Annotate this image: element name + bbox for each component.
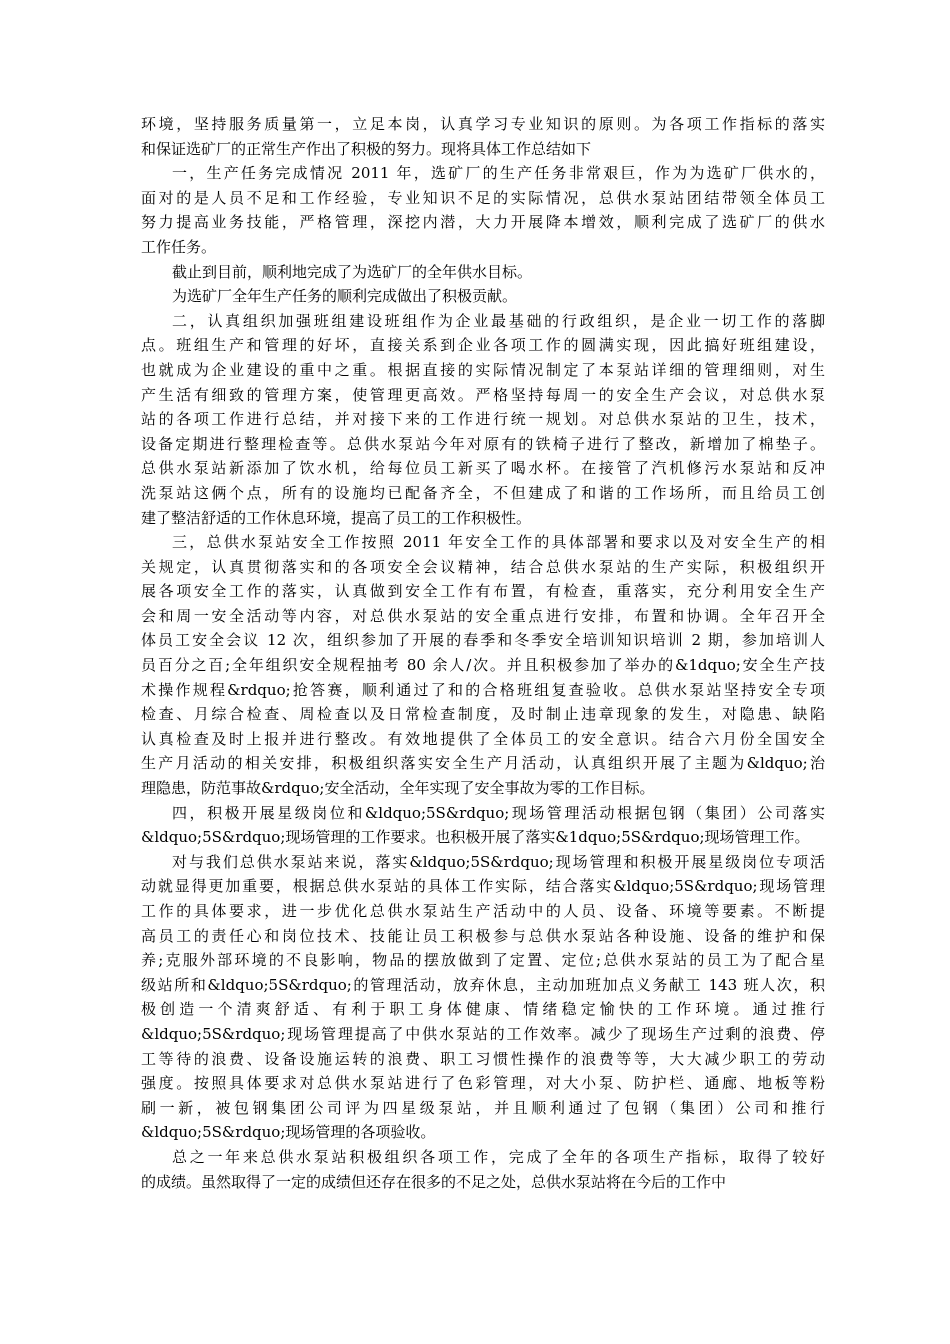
text-line: 极创造一个清爽舒适、有利于职工身体健康、情绪稳定愉快的工作环境。通过推行	[141, 1000, 825, 1019]
text-line: 会和周一安全活动等内容，对总供水泵站的安全重点进行安排，布置和协调。全年召开全	[141, 606, 825, 625]
text-line: 设备定期进行整理检查等。总供水泵站今年对原有的铁椅子进行了整改，新增加了棉垫子。	[141, 434, 825, 453]
text-line: 截止到目前，顺利地完成了为选矿厂的全年供水目标。	[172, 262, 533, 281]
text-line: &ldquo;5S&rdquo;现场管理的各项验收。	[141, 1123, 436, 1142]
text-line: 生产月活动的相关安排，积极组织落实安全生产月活动，认真组织开展了主题为&ldquo;治	[141, 754, 825, 773]
text-line: 和保证选矿厂的正常生产作出了积极的努力。现将具体工作总结如下	[141, 139, 592, 158]
text-line: 建了整洁舒适的工作休息环境，提高了员工的工作积极性。	[141, 508, 532, 527]
text-line: 工作的具体要求，进一步优化总供水泵站生产活动中的人员、设备、环境等要素。不断提	[141, 902, 825, 920]
text-line: 对与我们总供水泵站来说，落实&ldquo;5S&rdquo;现场管理和积极开展星级岗位专项活	[172, 852, 825, 871]
text-line: 高员工的责任心和岗位技术、技能让员工积极参与总供水泵站各种设施、设备的维护和保	[141, 926, 825, 945]
text-line: 工等待的浪费、设备设施运转的浪费、职工习惯性操作的浪费等等，大大减少职工的劳动	[141, 1049, 825, 1068]
text-line: 为选矿厂全年生产任务的顺利完成做出了积极贡献。	[172, 287, 518, 306]
text-line: 检查、月综合检查、周检查以及日常检查制度，及时制止违章现象的发生，对隐患、缺陷	[141, 705, 825, 724]
text-line: 认真检查及时上报并进行整改。有效地提供了全体员工的安全意识。结合六月份全国安全	[141, 729, 825, 748]
text-line: 理隐患，防范事故&rdquo;安全活动，全年实现了安全事故为零的工作目标。	[141, 779, 655, 798]
text-line: 级站所和&ldquo;5S&rdquo;的管理活动，放弃休息，主动加班加点义务献工 143 班人次，积	[141, 975, 825, 994]
text-line: 强度。按照具体要求对总供水泵站进行了色彩管理，对大小泵、防护栏、通廊、地板等粉	[141, 1074, 825, 1093]
text-line: 体员工安全会议 12 次，组织参加了开展的春季和冬季安全培训知识培训 2 期，参加培训人	[141, 631, 825, 650]
text-line: 展各项安全工作的落实，认真做到安全工作有布置，有检查，重落实，充分利用安全生产	[141, 582, 825, 601]
text-line: 点。班组生产和管理的好坏，直接关系到企业各项工作的圆满实现，因此搞好班组建设，	[141, 336, 825, 355]
text-line: 工作任务。	[141, 237, 217, 256]
text-line: &ldquo;5S&rdquo;现场管理提高了中供水泵站的工作效率。减少了现场生产过剩的浪费、停	[141, 1024, 825, 1043]
text-line: 四，积极开展星级岗位和&ldquo;5S&rdquo;现场管理活动根据包钢（集团）公司落实	[172, 803, 825, 822]
text-line: 总供水泵站新添加了饮水机，给每位员工新买了喝水杯。在接管了汽机修污水泵站和反冲	[141, 459, 825, 478]
text-line: 关规定，认真贯彻落实和的各项安全会议精神，结合总供水泵站的生产实际，积极组织开	[141, 557, 825, 576]
document-body	[141, 112, 825, 1194]
text-line: 站的各项工作进行总结，并对接下来的工作进行统一规划。对总供水泵站的卫生，技术，	[141, 410, 825, 429]
text-line: 员百分之百;全年组织安全规程抽考 80 余人/次。并且积极参加了举办的&1dquo;安全生产技	[141, 656, 825, 675]
text-line: 总之一年来总供水泵站积极组织各项工作，完成了全年的各项生产指标，取得了较好	[172, 1147, 825, 1166]
text-line: 产生活有细致的管理方案，使管理更高效。严格坚持每周一的安全生产会议，对总供水泵	[141, 385, 825, 404]
text-line: 也就成为企业建设的重中之重。根据直接的实际情况制定了本泵站详细的管理细则，对生	[141, 360, 825, 379]
text-line: 养;克服外部环境的不良影响，物品的摆放做到了定置、定位;总供水泵站的员工为了配合星	[141, 951, 825, 970]
text-line: 二，认真组织加强班组建设班组作为企业最基础的行政组织，是企业一切工作的落脚	[172, 311, 825, 330]
text-line: 面对的是人员不足和工作经验，专业知识不足的实际情况，总供水泵站团结带领全体员工	[141, 188, 825, 207]
text-line: 术操作规程&rdquo;抢答赛，顺利通过了和的合格班组复查验收。总供水泵站坚持安全专项	[141, 680, 825, 699]
text-line: &ldquo;5S&rdquo;现场管理的工作要求。也积极开展了落实&1dquo;5S&rdquo;现场管理工作。	[141, 828, 810, 847]
text-line: 动就显得更加重要，根据总供水泵站的具体工作实际，结合落实&ldquo;5S&rdquo;现场管理	[141, 877, 825, 896]
text-line: 环境，坚持服务质量第一，立足本岗，认真学习专业知识的原则。为各项工作指标的落实	[141, 115, 825, 133]
text-line: 一，生产任务完成情况 2011 年，选矿厂的生产任务非常艰巨，作为为选矿厂供水的，	[172, 164, 825, 183]
text-line: 三，总供水泵站安全工作按照 2011 年安全工作的具体部署和要求以及对安全生产的相	[172, 533, 825, 552]
text-line: 刷一新，被包钢集团公司评为四星级泵站，并且顺利通过了包钢（集团）公司和推行	[141, 1098, 825, 1117]
text-line: 洗泵站这俩个点，所有的设施均已配备齐全，不但建成了和谐的工作场所，而且给员工创	[141, 483, 825, 502]
text-line: 努力提高业务技能，严格管理，深挖内潜，大力开展降本增效，顺利完成了选矿厂的供水	[141, 213, 825, 232]
text-line: 的成绩。虽然取得了一定的成绩但还存在很多的不足之处，总供水泵站将在今后的工作中	[141, 1172, 727, 1191]
